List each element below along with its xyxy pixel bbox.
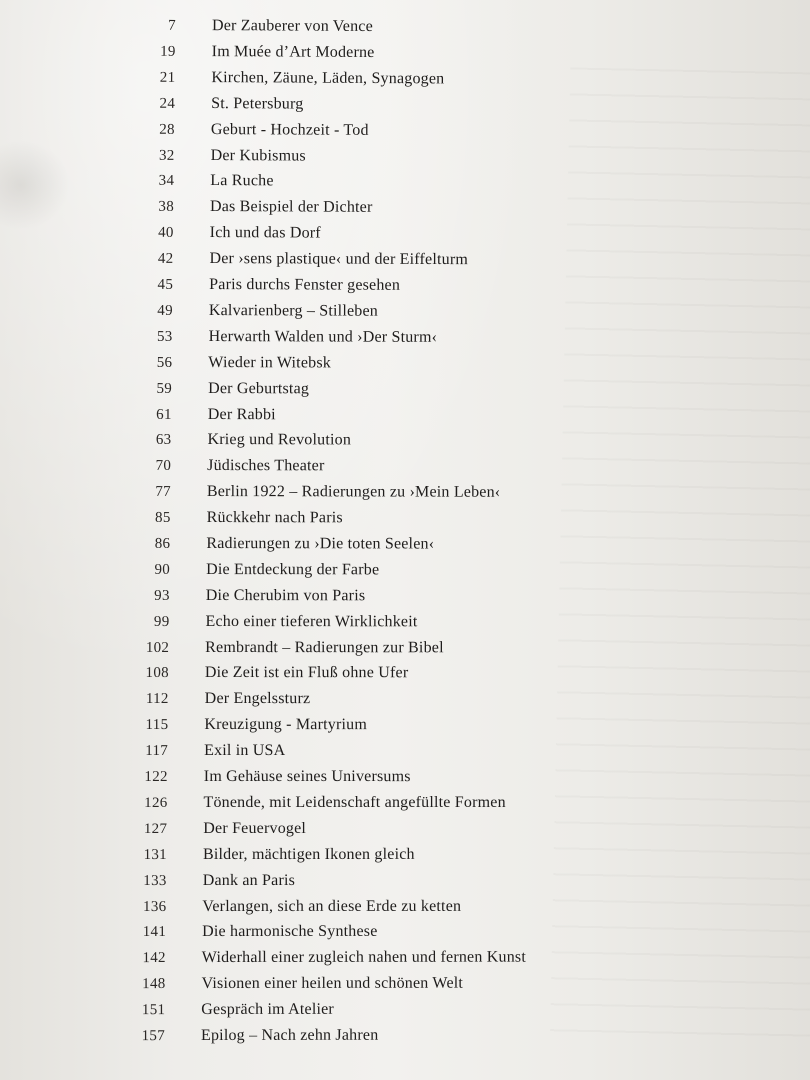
toc-entry [0,39,810,68]
toc-title: Wieder in Witebsk [208,353,332,372]
toc-entry [0,402,810,429]
toc-entry [0,920,810,945]
toc-title: Epilog – Nach zehn Jahren [200,1026,379,1044]
toc-page-number: 49 [157,302,173,319]
toc-entry [0,894,810,919]
toc-entry [0,220,810,248]
toc-entry [0,350,810,377]
toc-entry [0,194,810,222]
toc-title: Herwarth Walden und ›Der Sturm‹ [208,327,438,346]
toc-title: Der Geburtstag [208,379,310,397]
toc-entry [0,480,810,506]
toc-entry [0,817,810,841]
toc-entry [0,739,810,763]
toc-page-number: 126 [144,794,168,811]
toc-entry [0,506,810,532]
toc-page-number: 85 [155,509,171,527]
toc-title: Die Entdeckung der Farbe [206,560,380,579]
toc-page-number: 157 [141,1028,166,1045]
toc-title: Exil in USA [204,742,286,760]
toc-entry [0,609,810,634]
toc-page-number: 77 [155,484,171,501]
toc-entry [0,298,810,325]
toc-page-number: 32 [158,147,175,164]
toc-entry [0,635,810,660]
toc-entry [0,428,810,454]
toc-page-number: 93 [154,587,170,604]
toc-page-number: 70 [155,458,172,475]
toc-title: Bilder, mächtigen Ikonen gleich [202,845,415,863]
toc-title: Geburt - Hochzeit - Tod [210,120,369,139]
toc-title: Die Zeit ist ein Fluß ohne Ufer [204,664,409,682]
toc-page-number: 24 [159,95,176,112]
toc-title: Der Zauberer von Vence [211,17,373,36]
toc-title: La Ruche [210,172,274,190]
toc-entry [0,168,810,196]
toc-entry [0,946,810,971]
toc-page-number: 40 [158,224,174,242]
toc-entry [0,687,810,712]
toc-entry [0,272,810,299]
toc-title: Ich und das Dorf [209,224,321,242]
toc-page-number: 56 [156,354,173,371]
toc-page-number: 102 [145,639,170,656]
toc-page-number: 108 [145,665,169,682]
toc-entry [0,997,810,1022]
toc-entry [0,13,810,42]
toc-page-number: 59 [156,380,173,397]
toc-entry [0,324,810,351]
toc-page-number: 133 [143,872,167,889]
toc-title: Jüdisches Theater [207,457,325,475]
toc-title: Echo einer tieferen Wirklichkeit [205,612,418,630]
toc-title: Die Cherubim von Paris [205,586,366,604]
toc-page-number: 112 [145,691,169,708]
toc-title: Der Rabbi [207,405,276,423]
toc-entry [0,142,810,170]
toc-page-number: 38 [158,199,175,216]
toc-entry [0,842,810,866]
toc-page-number: 117 [145,743,169,760]
toc-entry [0,765,810,789]
toc-title: Visionen einer heilen und schönen Welt [201,974,464,993]
toc-page-number: 148 [142,976,166,993]
toc-title: Die harmonische Synthese [202,923,378,941]
toc-entry [0,246,810,274]
toc-page-number: 7 [168,17,177,34]
toc-entry [0,454,810,480]
toc-entry [0,1023,810,1048]
toc-page-number: 151 [141,1002,166,1019]
toc-title: Kreuzigung - Martyrium [204,716,367,734]
toc-page-number: 99 [153,613,170,630]
toc-entry [0,376,810,403]
toc-entry [0,65,810,94]
toc-entry [0,117,810,145]
toc-title: Im Gehäuse seines Universums [203,768,411,786]
toc-page-number: 45 [157,276,174,293]
toc-entry [0,971,810,996]
toc-title: Der Feuervogel [203,819,307,837]
toc-page-number: 90 [154,561,171,578]
toc-entry [0,583,810,608]
toc-page-number: 142 [142,950,166,967]
toc-title: Dank an Paris [202,871,296,889]
toc-entry [0,791,810,815]
toc-title: Radierungen zu ›Die toten Seelen‹ [206,534,435,553]
toc-entry [0,91,810,120]
toc-title: Widerhall einer zugleich nahen und fernen Kunst [201,948,527,967]
toc-page-number: 53 [156,328,173,345]
toc-title: Gespräch im Atelier [201,1000,334,1019]
toc-entry [0,661,810,686]
toc-page-number: 127 [143,820,168,837]
toc-page-number: 141 [142,924,167,941]
toc-page-number: 21 [159,69,176,86]
toc-page-number: 42 [157,250,174,267]
toc-title: Das Beispiel der Dichter [209,198,373,217]
toc-page-number: 136 [143,898,167,915]
toc-page-number: 131 [143,846,167,863]
toc-title: St. Petersburg [211,94,304,113]
toc-title: Rembrandt – Radierungen zur Bibel [205,638,444,656]
toc-title: Der ›sens plastique‹ und der Eiffelturm [209,250,469,269]
toc-page-number: 63 [155,432,172,449]
toc-title: Tönende, mit Leidenschaft angefüllte Formen [203,793,506,811]
toc-entry [0,531,810,557]
toc-entry [0,713,810,738]
toc-title: Der Kubismus [210,146,306,165]
toc-page-number: 28 [159,121,175,138]
toc-page-number: 19 [160,43,176,60]
toc-entry [0,557,810,583]
toc-page-number: 61 [156,406,172,423]
toc-title: Verlangen, sich an diese Erde zu ketten [202,897,462,915]
toc-title: Rückkehr nach Paris [206,509,343,527]
toc-title: Im Muée d’Art Moderne [211,42,375,61]
toc-title: Kirchen, Zäune, Läden, Synagogen [211,68,445,88]
toc-page-number: 86 [154,535,171,552]
toc-title: Berlin 1922 – Radierungen zu ›Mein Leben‹ [206,483,501,501]
toc-page-number: 122 [144,768,168,785]
toc-entry [0,868,810,892]
toc-title: Der Engelssturz [204,690,311,708]
toc-title: Kalvarienberg – Stilleben [208,301,379,320]
toc-page-number: 115 [145,717,169,734]
toc-page-number: 34 [158,173,175,190]
toc-title: Paris durchs Fenster gesehen [209,276,401,294]
toc-title: Krieg und Revolution [207,431,352,449]
